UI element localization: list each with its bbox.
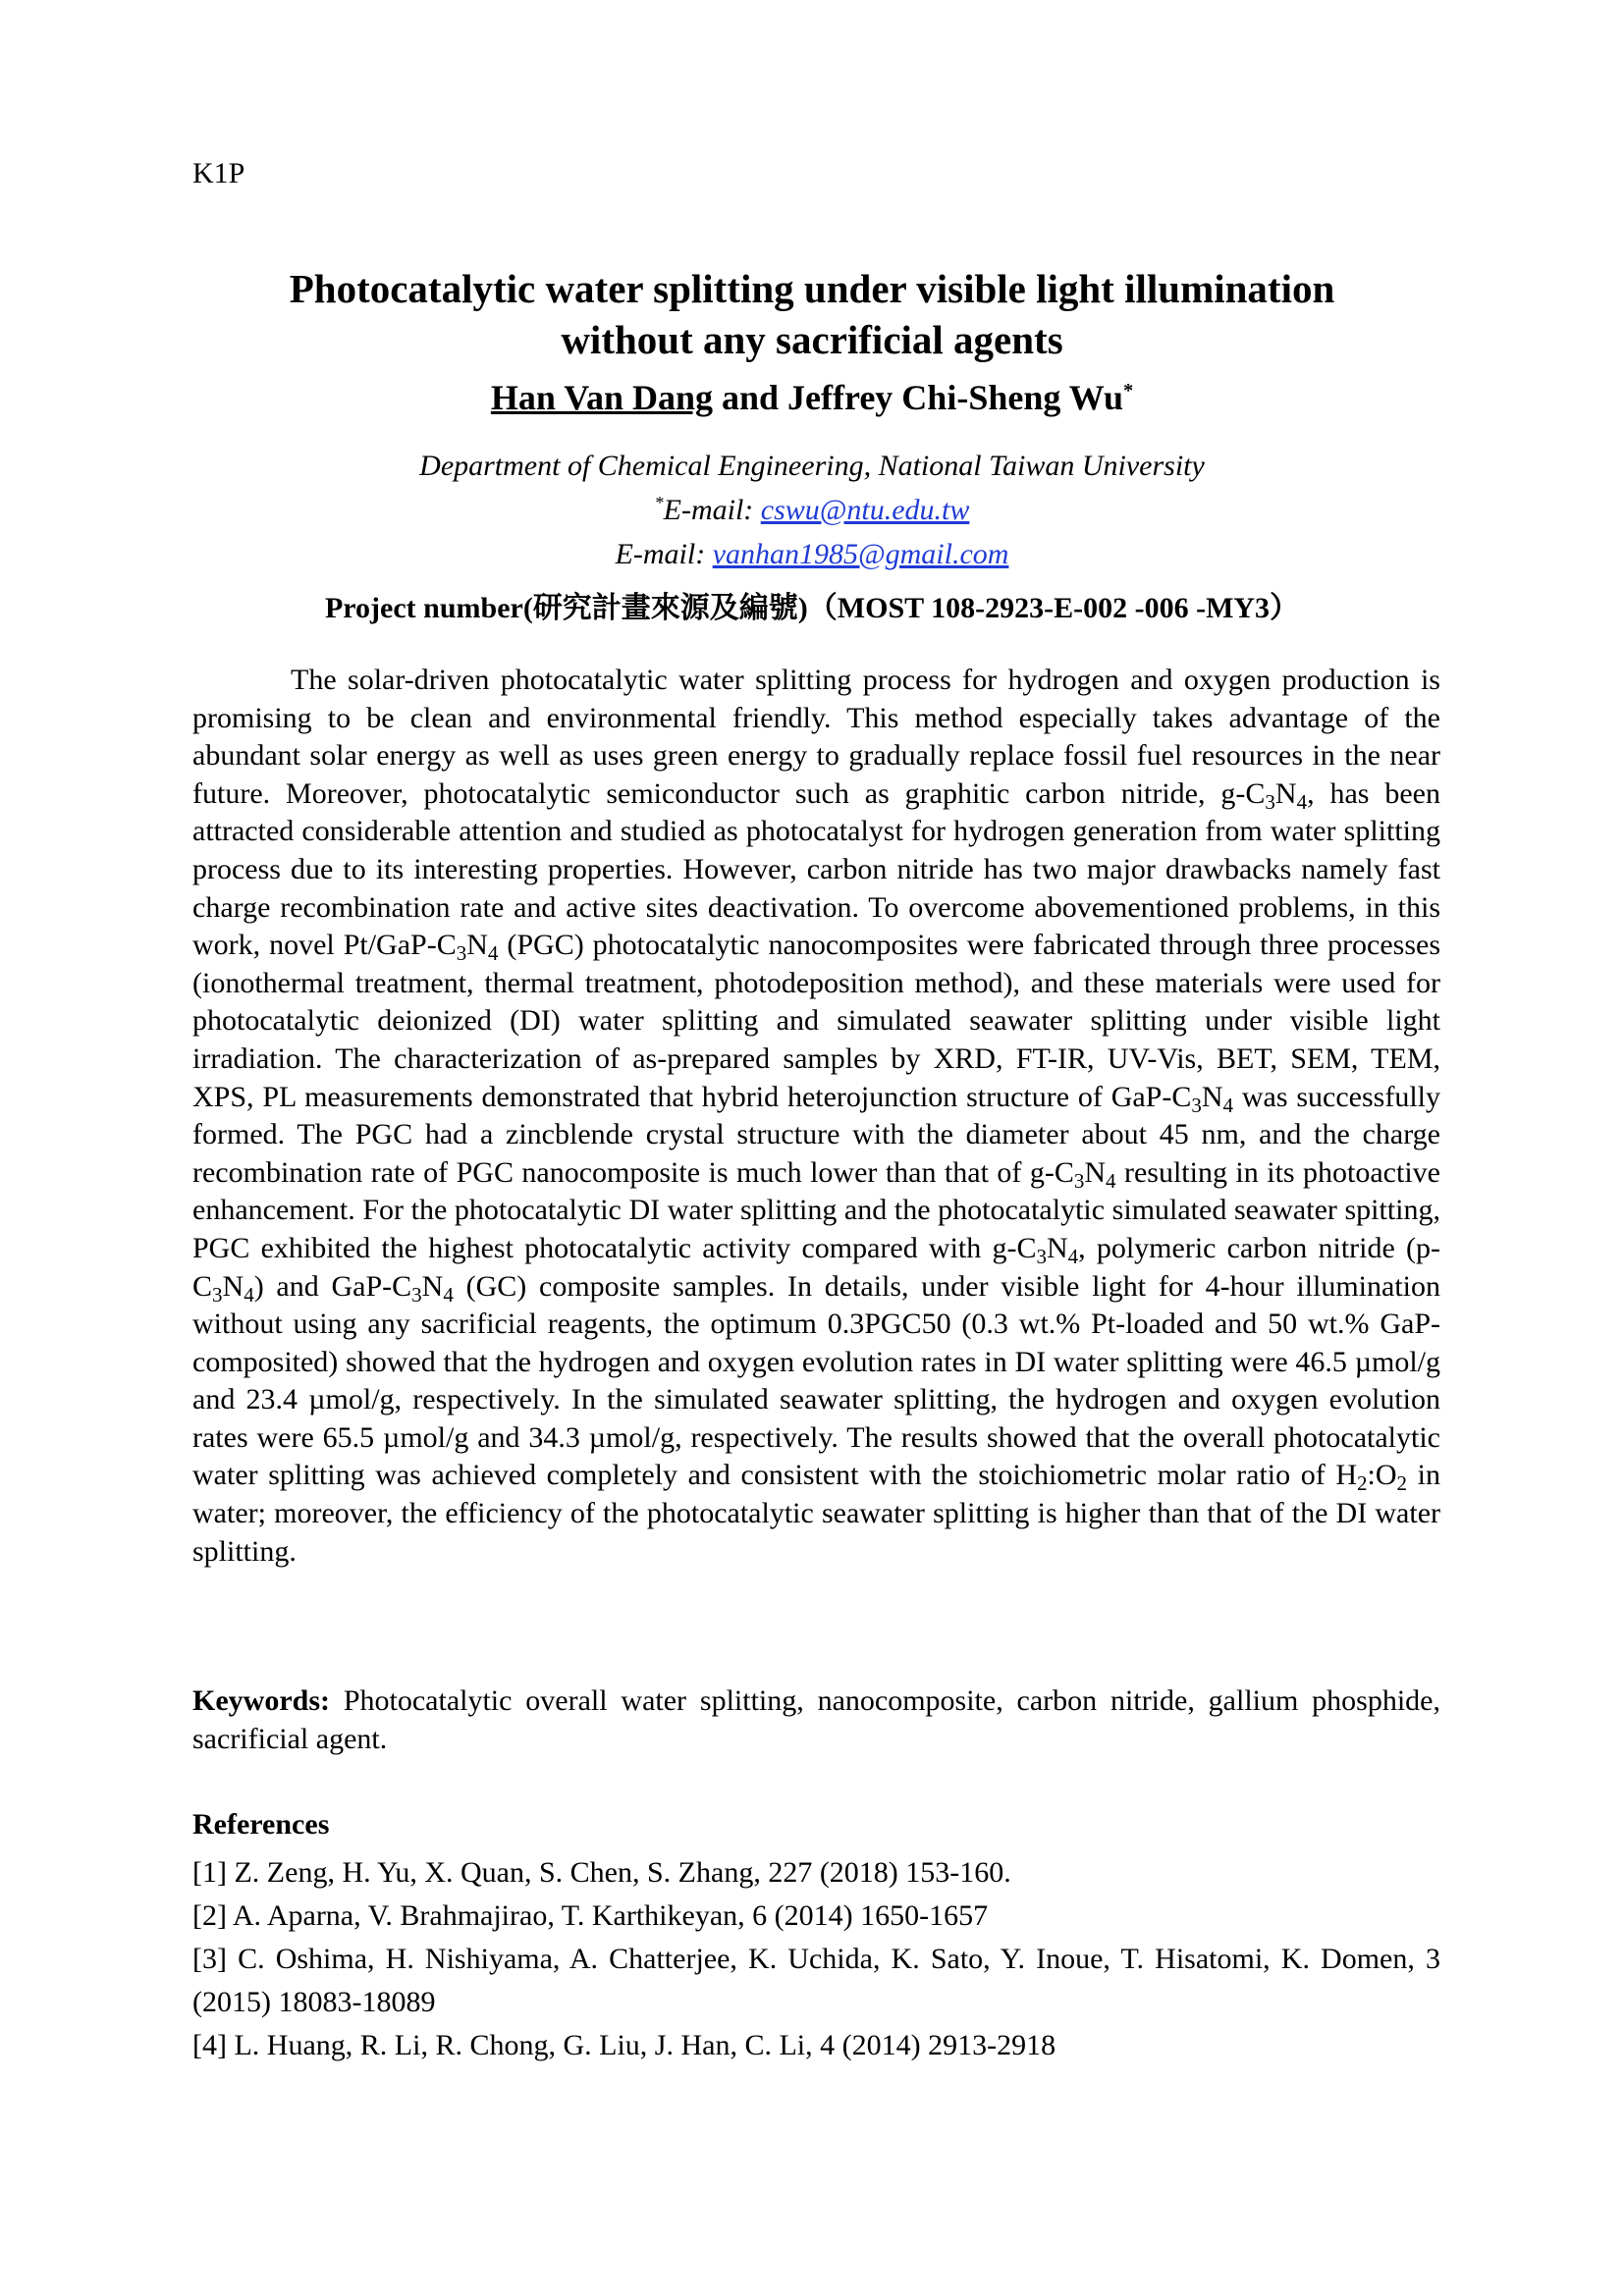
email-line-1 [0, 493, 1624, 527]
paper-title [147, 263, 1477, 365]
affiliation: Department of Chemical Engineering, National Taiwan University [419, 450, 1205, 482]
abstract-text: (PGC) photocatalytic nanocomposites were fabricated through three processes (ionothermal treatment, thermal treatment, photodeposition method), and these materials were used for photocatalytic deionized (DI) water splitting and simulated seawater splitting under visible light irradiation. The characterization of as-prepared samples by XRD, FT-IR, UV-Vis, BET, SEM, TEM, XPS, PL measurements demonstrated that hybrid heterojunction structure of GaP-C [192, 929, 1440, 1113]
abstract-text: N [1046, 1231, 1068, 1264]
subscript: 4 [1106, 1168, 1116, 1193]
keywords-label: Keywords: [192, 1684, 330, 1717]
subscript: 3 [1191, 1093, 1202, 1117]
subscript: 2 [1357, 1471, 1368, 1496]
reference-item: [2] A. Aparna, V. Brahmajirao, T. Karthikeyan, 6 (2014) 1650-1657 [192, 1899, 989, 1932]
subscript: 4 [487, 941, 499, 966]
subscript: 3 [456, 941, 467, 966]
author-1: Han Van Dang [490, 378, 713, 417]
abstract-text: N [1201, 1080, 1223, 1113]
email-link-1[interactable]: cswu@ntu.edu.tw [760, 494, 970, 526]
abstract-text: (GC) composite samples. In details, under visible light for 4-hour illumination without using any sacrificial reagents, the optimum 0.3PGC50 (0.3 wt.% Pt-loaded and 50 wt.% GaP-composited) showed that the hydrogen and oxygen evolution rates in DI water splitting were 46.5 µmol/g and 23.4 µmol/g, respectively. In the simulated seawater splitting, the hydrogen and oxygen evolution rates were 65.5 µmol/g and 34.3 µmol/g, respectively. The results showed that the overall photocatalytic water splitting was achieved completely and consistent with the stoichiometric molar ratio of H [192, 1269, 1440, 1492]
email-mark: * [654, 493, 664, 512]
project-number: Project number(研究計畫來源及編號)（MOST 108-2923-E-002 -006 -MY3） [324, 592, 1300, 624]
author-join: and [713, 378, 788, 417]
subscript: 3 [1073, 1168, 1085, 1193]
keywords-text: Photocatalytic overall water splitting, nanocomposite, carbon nitride, gallium phosphide, sacrificial agent. [192, 1684, 1440, 1755]
abstract-text: N [1084, 1155, 1107, 1189]
subscript: 4 [244, 1282, 254, 1307]
abstract-text: N [1274, 776, 1297, 810]
subscript: 4 [443, 1282, 454, 1307]
subscript: 3 [411, 1282, 422, 1307]
abstract-text: N [222, 1269, 244, 1303]
email-link-2[interactable]: vanhan1985@gmail.com [712, 538, 1009, 570]
subscript: 2 [1396, 1471, 1408, 1496]
subscript: 3 [212, 1282, 223, 1307]
keywords [192, 1682, 1440, 1758]
reference-list [192, 1851, 1440, 2067]
paper-code: K1P [192, 157, 245, 189]
corresponding-mark: * [1123, 380, 1134, 401]
subscript: 3 [1036, 1244, 1047, 1268]
references-heading: References [192, 1808, 330, 1841]
subscript: 4 [1222, 1093, 1234, 1117]
reference-item: [3] C. Oshima, H. Nishiyama, A. Chatterjee, K. Uchida, K. Sato, Y. Inoue, T. Hisatomi, K. Domen, 3 (2015) 18083-18089 [192, 1943, 1440, 2018]
title-line-1: Photocatalytic water splitting under visible light illumination [289, 266, 1335, 311]
abstract-text: ) and GaP-C [253, 1269, 412, 1303]
abstract-text: N [421, 1269, 444, 1303]
author-list [0, 377, 1624, 418]
abstract [192, 662, 1440, 1571]
subscript: 3 [1265, 789, 1275, 814]
abstract-text: resulting in its photoactive enhancement. For the photocatalytic DI water splitting and the photocatalytic simulated seawater spitting, PGC exhibited the highest photocatalytic activity compared with g-C [192, 1155, 1440, 1264]
abstract-text: was successfully formed. The PGC had a zincblende crystal structure with the diameter about 45 nm, and the charge recombination rate of PGC nanocomposite is much lower than that of g-C [192, 1080, 1440, 1189]
title-line-2: without any sacrificial agents [561, 317, 1063, 362]
author-2: Jeffrey Chi-Sheng Wu [787, 378, 1124, 417]
abstract-text: The solar-driven photocatalytic water splitting process for hydrogen and oxygen production is promising to be clean and environmental friendly. This method especially takes advantage of the abundant solar energy as well as uses green energy to gradually replace fossil fuel resources in the near future. Moreover, photocatalytic semiconductor such as graphitic carbon nitride, g-C [192, 664, 1440, 810]
subscript: 4 [1067, 1244, 1079, 1268]
email-label-1: E-mail: [663, 494, 761, 526]
abstract-text: in water; moreover, the efficiency of the photocatalytic seawater splitting is higher than that of the DI water splitting. [192, 1459, 1440, 1568]
abstract-text: :O [1367, 1459, 1397, 1492]
email-line-2 [0, 538, 1624, 571]
abstract-text: , has been attracted considerable attention and studied as photocatalyst for hydrogen generation from water splitting process due to its interesting properties. However, carbon nitride has two major drawbacks namely fast charge recombination rate and active sites deactivation. To overcome abovementioned problems, in this work, novel Pt/GaP-C [192, 776, 1440, 962]
email-label-2: E-mail: [615, 538, 713, 570]
subscript: 4 [1296, 789, 1308, 814]
abstract-text: N [466, 929, 488, 962]
reference-item: [4] L. Huang, R. Li, R. Chong, G. Liu, J. Han, C. Li, 4 (2014) 2913-2918 [192, 2029, 1056, 2061]
abstract-text: , polymeric carbon nitride (p-C [192, 1231, 1440, 1303]
reference-item: [1] Z. Zeng, H. Yu, X. Quan, S. Chen, S. Zhang, 227 (2018) 153-160. [192, 1856, 1011, 1889]
